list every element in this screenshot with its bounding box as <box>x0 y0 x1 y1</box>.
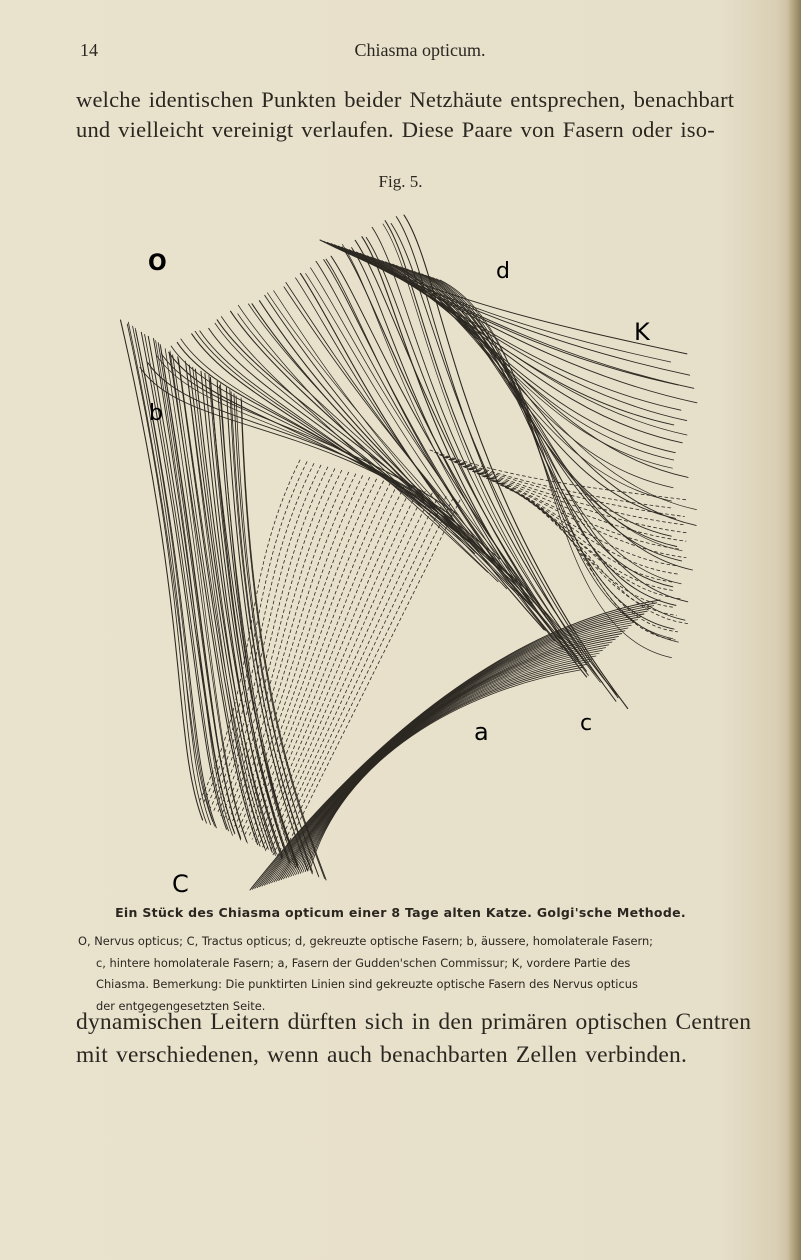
crossed-fiber-dotted-lines <box>200 450 688 860</box>
fiber-line <box>286 642 612 878</box>
fiber-line <box>367 256 672 468</box>
label-C: C <box>172 870 189 898</box>
fiber-drawing <box>100 200 720 900</box>
label-a: a <box>474 718 489 746</box>
fiber-line <box>300 659 592 873</box>
bottom-paragraph <box>76 1006 766 1072</box>
fiber-line <box>121 320 203 820</box>
legend-line: Chiasma. Bemerkung: Die punktirten Linien sind gekreuzte optische Fasern des Nervus opticus <box>96 977 638 991</box>
page-header <box>80 40 760 70</box>
page-number: 14 <box>80 40 98 60</box>
caption-legend <box>78 931 766 1017</box>
fiber-line <box>303 662 593 873</box>
running-title: Chiasma opticum. <box>354 40 486 60</box>
label-d: d <box>496 259 510 284</box>
fiber-line <box>288 645 608 877</box>
fiber-line <box>284 639 616 879</box>
fiber-line <box>267 620 638 885</box>
label-K: K <box>634 318 650 346</box>
caption-title: Ein Stück des Chiasma opticum einer 8 Tage alten Katze. Golgi'sche Methode. <box>115 905 686 920</box>
text-line: dynamischen Leitern dürften sich in den primären optischen Centren <box>76 1009 752 1035</box>
dotted-fiber-line <box>496 483 676 615</box>
figure-fiber-illustration <box>100 200 720 900</box>
fiber-line <box>279 634 622 881</box>
fiber-line <box>311 268 565 634</box>
legend-line: c, hintere homolaterale Fasern; a, Fasern der Gudden'schen Commissur; K, vordere Partie des <box>96 955 631 970</box>
fiber-line <box>293 650 602 875</box>
label-O: O <box>148 251 167 276</box>
text-line: welche identischen Punkten beider Netzhäute entsprechen, benachbart <box>76 87 735 112</box>
dotted-fiber-line <box>256 488 412 842</box>
top-paragraph <box>76 85 766 145</box>
fiber-line <box>255 606 654 889</box>
fiber-line <box>242 400 327 880</box>
fiber-line <box>389 263 696 525</box>
fiber-line <box>291 648 606 877</box>
fiber-line <box>276 631 624 881</box>
fiber-line <box>281 636 618 879</box>
fiber-lines <box>121 215 697 890</box>
figure-label: Fig. 5. <box>378 172 423 191</box>
fiber-line <box>393 264 672 536</box>
legend-line: der entgegengesetzten Seite. <box>96 998 266 1013</box>
dotted-fiber-line <box>277 498 454 857</box>
dotted-fiber-line <box>245 483 390 834</box>
dotted-fiber-line <box>252 486 404 839</box>
fiber-line <box>296 653 600 875</box>
label-c: c <box>580 711 593 736</box>
fiber-line <box>320 240 687 354</box>
fiber-line <box>140 367 434 507</box>
legend-line: O, Nervus opticus; C, Tractus opticus; d, gekreuzte optische Fasern; b, äussere, homolaterale Fasern; <box>78 934 654 948</box>
text-line: mit verschiedenen, wenn auch benachbarten Zellen verbinden. <box>76 1042 688 1068</box>
label-b: b <box>149 401 163 426</box>
fiber-line <box>248 304 506 589</box>
text-line: und vielleicht vereinigt verlaufen. Diese Paare von Fasern oder iso- <box>76 117 715 142</box>
fiber-line <box>169 352 458 527</box>
fiber-line <box>217 320 500 559</box>
fiber-line <box>298 656 596 874</box>
dotted-fiber-line <box>228 474 356 821</box>
